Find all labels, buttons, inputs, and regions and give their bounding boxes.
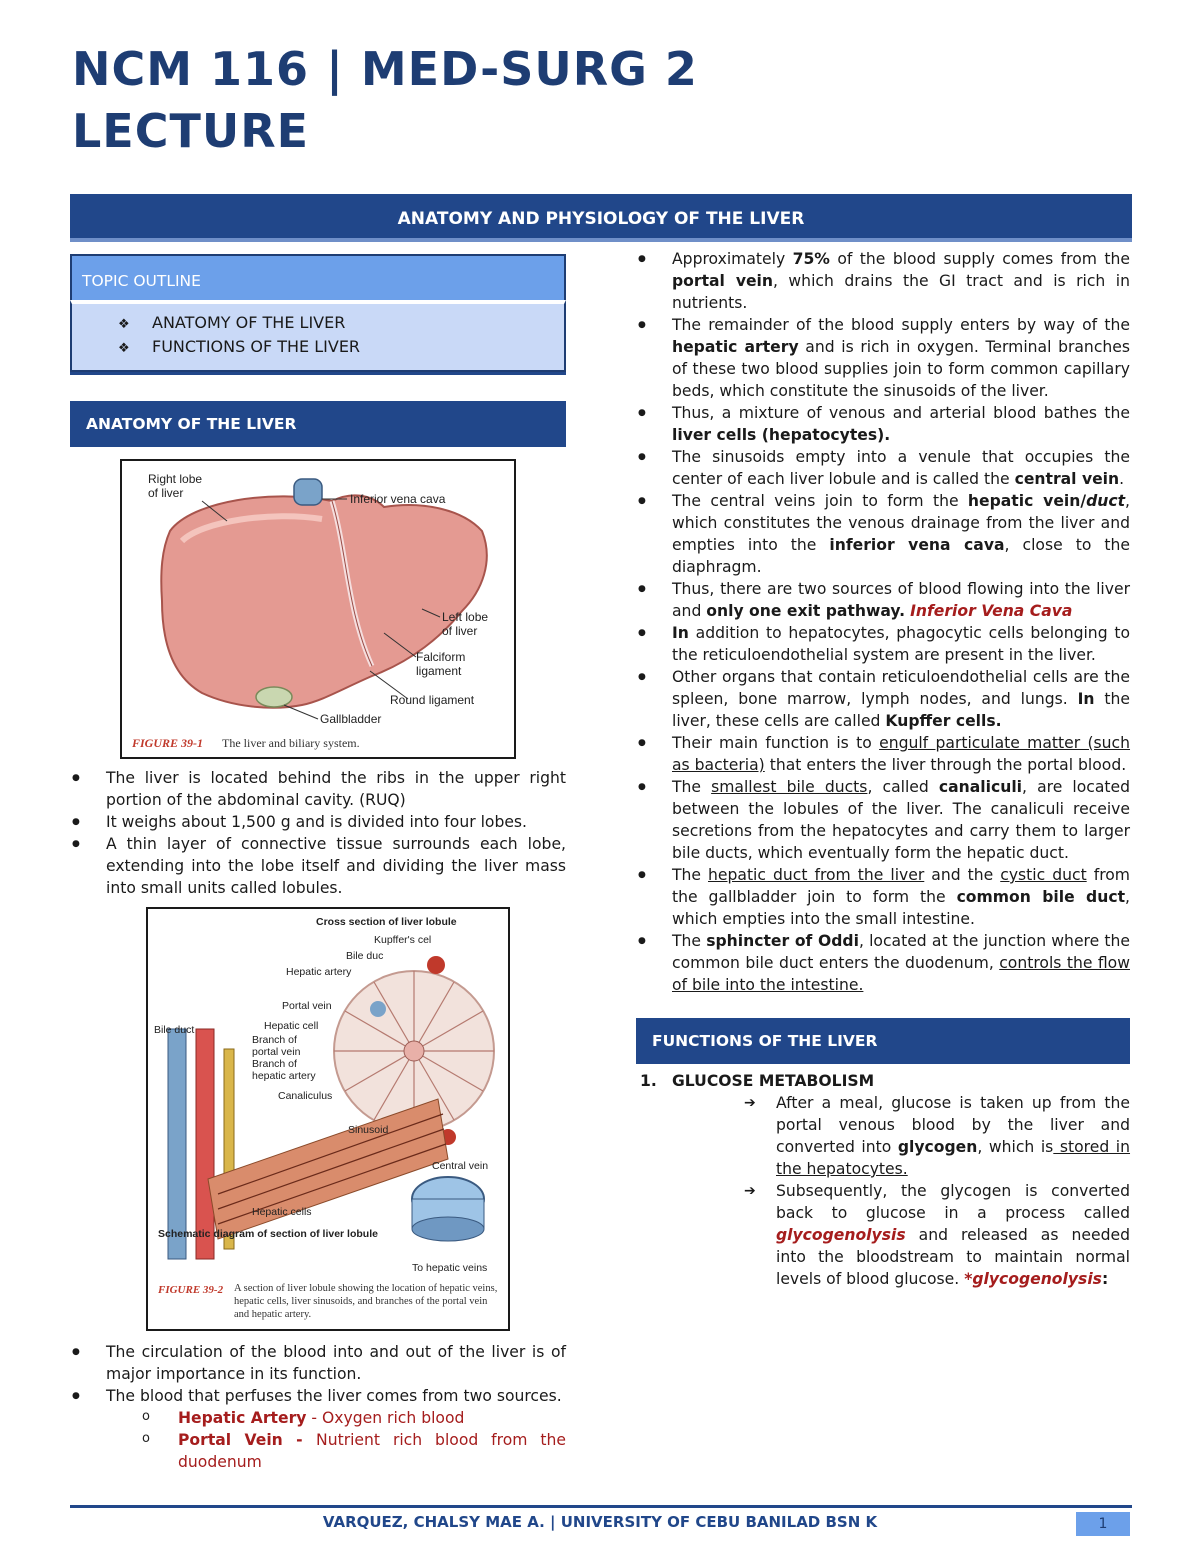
label-left-lobe-2: of liver [442,624,478,638]
figure-liver-biliary [120,459,516,759]
right-column [636,248,1130,1290]
topic-outline [70,254,566,375]
functions-section-head: FUNCTIONS OF THE LIVER [636,1018,1130,1064]
label-bile-duc: Bile duc [346,950,384,962]
list-item: ● In addition to hepatocytes, phagocytic cells belonging to the reticuloendothelial system are present in the liver. [636,622,1130,666]
fig2-caption-text: A section of liver lobule showing the location of hepatic veins, hepatic cells, liver sinusoids, and branches of the portal vein and hepatic artery. [234,1283,498,1320]
fig1-caption-label: FIGURE 39-1 [132,736,204,750]
blood-sources [106,1407,566,1473]
label-kupffer: Kupffer's cel [374,934,432,946]
label-hepatic-cell: Hepatic cell [264,1020,319,1032]
label-left-lobe-1: Left lobe [442,610,489,624]
list-item: ● Other organs that contain reticuloendothelial cells are the spleen, bone marrow, lymph nodes, and lungs. In the liver, these cells are called Kupffer cells. [636,666,1130,732]
left-column [70,254,566,1473]
topic-outline-head: TOPIC OUTLINE [70,254,566,300]
list-item: ● It weighs about 1,500 g and is divided into four lobes. [70,811,566,833]
title-line-1: NCM 116 | MED-SURG 2 [72,42,698,96]
list-item: ● The blood that perfuses the liver comes from two sources. o Hepatic Artery - Oxygen rich blood o Portal Vein - Nutrient rich blood from the duodenum [70,1385,566,1473]
circulation-bullets [636,248,1130,996]
list-item: ● The hepatic duct from the liver and the cystic duct from the gallbladder join to form the common bile duct, which empties into the small intestine. [636,864,1130,930]
label-round-ligament: Round ligament [390,693,475,707]
list-item: ● A thin layer of connective tissue surrounds each lobe, extending into the lobe itself and dividing the liver mass into small units called lobules. [70,833,566,899]
label-right-lobe-2: of liver [148,486,184,500]
list-item: ● The sphincter of Oddi, located at the junction where the common bile duct enters the duodenum, controls the flow of bile into the intestine. [636,930,1130,996]
label-branch-portal-1: Branch of [252,1034,297,1046]
label-portal-vein: Portal vein [282,1000,332,1012]
outline-item[interactable]: ❖ FUNCTIONS OF THE LIVER [118,336,564,360]
list-item: ● Thus, a mixture of venous and arterial blood bathes the liver cells (hepatocytes). [636,402,1130,446]
list-item: ● The remainder of the blood supply enters by way of the hepatic artery and is rich in oxygen. Terminal branches of these two blood supplies join to form common capillary beds, which constitute the sinusoids of the liver. [636,314,1130,402]
ivc-shape [294,479,322,505]
label-to-hepatic-veins: To hepatic veins [412,1262,488,1274]
label-gallbladder: Gallbladder [320,712,382,726]
functions-list [636,1070,1130,1092]
list-item: ● The liver is located behind the ribs in the upper right portion of the abdominal cavity. (RUQ) [70,767,566,811]
label-canaliculus: Canaliculus [278,1090,333,1102]
list-item: ● Their main function is to engulf particulate matter (such as bacteria) that enters the liver through the portal blood. [636,732,1130,776]
label-branch-portal-2: portal vein [252,1046,301,1058]
list-item: ➔ After a meal, glucose is taken up from the portal venous blood by the liver and converted into glycogen, which is stored in the hepatocytes. [636,1092,1130,1180]
label-branch-hep-1: Branch of [252,1058,297,1070]
figure-liver-lobule [146,907,510,1331]
anatomy-bullets-1 [70,767,566,899]
label-cross-section: Cross section of liver lobule [316,916,457,928]
anatomy-section-head: ANATOMY OF THE LIVER [70,401,566,447]
section-banner: ANATOMY AND PHYSIOLOGY OF THE LIVER [70,194,1132,242]
glucose-details [636,1092,1130,1290]
fig1-caption-text: The liver and biliary system. [222,736,360,750]
diamond-bullet-icon: ❖ [118,341,130,356]
label-branch-hep-2: hepatic artery [252,1070,316,1082]
list-item: ● Thus, there are two sources of blood flowing into the liver and only one exit pathway. Inferior Vena Cava [636,578,1130,622]
label-schematic: Schematic diagram of section of liver lobule [158,1228,378,1240]
list-item: ● The smallest bile ducts, called canaliculi, are located between the lobules of the liver. The canaliculi receive secretions from the hepatocytes and carry them to larger bile ducts, which eventually form the hepatic duct. [636,776,1130,864]
outline-item[interactable]: ❖ ANATOMY OF THE LIVER [118,312,564,336]
page-title [72,38,972,162]
label-falciform-1: Falciform [416,650,466,664]
label-bile-duct: Bile duct [154,1024,195,1036]
footer-author: VARQUEZ, CHALSY MAE A. | UNIVERSITY OF CEBU BANILAD BSN K [322,1513,878,1531]
list-item: ● The central veins join to form the hepatic vein/duct, which constitutes the venous drainage from the liver and empties into the inferior vena cava, close to the diaphragm. [636,490,1130,578]
label-central-vein: Central vein [432,1160,489,1172]
liver-illustration [122,461,514,757]
label-falciform-2: ligament [416,664,462,678]
source-hepatic-artery: o Hepatic Artery - Oxygen rich blood [106,1407,566,1429]
title-line-2: LECTURE [72,104,310,158]
label-hepatic-cells: Hepatic cells [252,1206,312,1218]
function-glucose: 1. GLUCOSE METABOLISM [640,1072,875,1090]
footer-divider [70,1505,1132,1508]
list-item: ● The sinusoids empty into a venule that occupies the center of each liver lobule and is called the central vein. [636,446,1130,490]
list-item: ➔ Subsequently, the glycogen is converted back to glucose in a process called glycogenolysis and released as needed into the bloodstream to maintain normal levels of blood glucose. *glycogenolysis: [636,1180,1130,1290]
list-item: ● The circulation of the blood into and out of the liver is of major importance in its function. [70,1341,566,1385]
topic-outline-body [70,300,566,372]
diamond-bullet-icon: ❖ [118,317,130,332]
label-hepatic-artery: Hepatic artery [286,966,352,978]
label-ivc: Inferior vena cava [350,492,446,506]
anatomy-bullets-2 [70,1341,566,1473]
label-right-lobe-1: Right lobe [148,472,203,486]
label-sinusoid: Sinusoid [348,1124,389,1136]
page-number: 1 [1076,1512,1130,1536]
fig2-caption-label: FIGURE 39-2 [158,1284,224,1296]
source-portal-vein: o Portal Vein - Nutrient rich blood from the duodenum [106,1429,566,1473]
gallbladder-shape [256,687,292,707]
list-item: ● Approximately 75% of the blood supply comes from the portal vein, which drains the GI tract and is rich in nutrients. [636,248,1130,314]
lobule-illustration [148,909,508,1329]
